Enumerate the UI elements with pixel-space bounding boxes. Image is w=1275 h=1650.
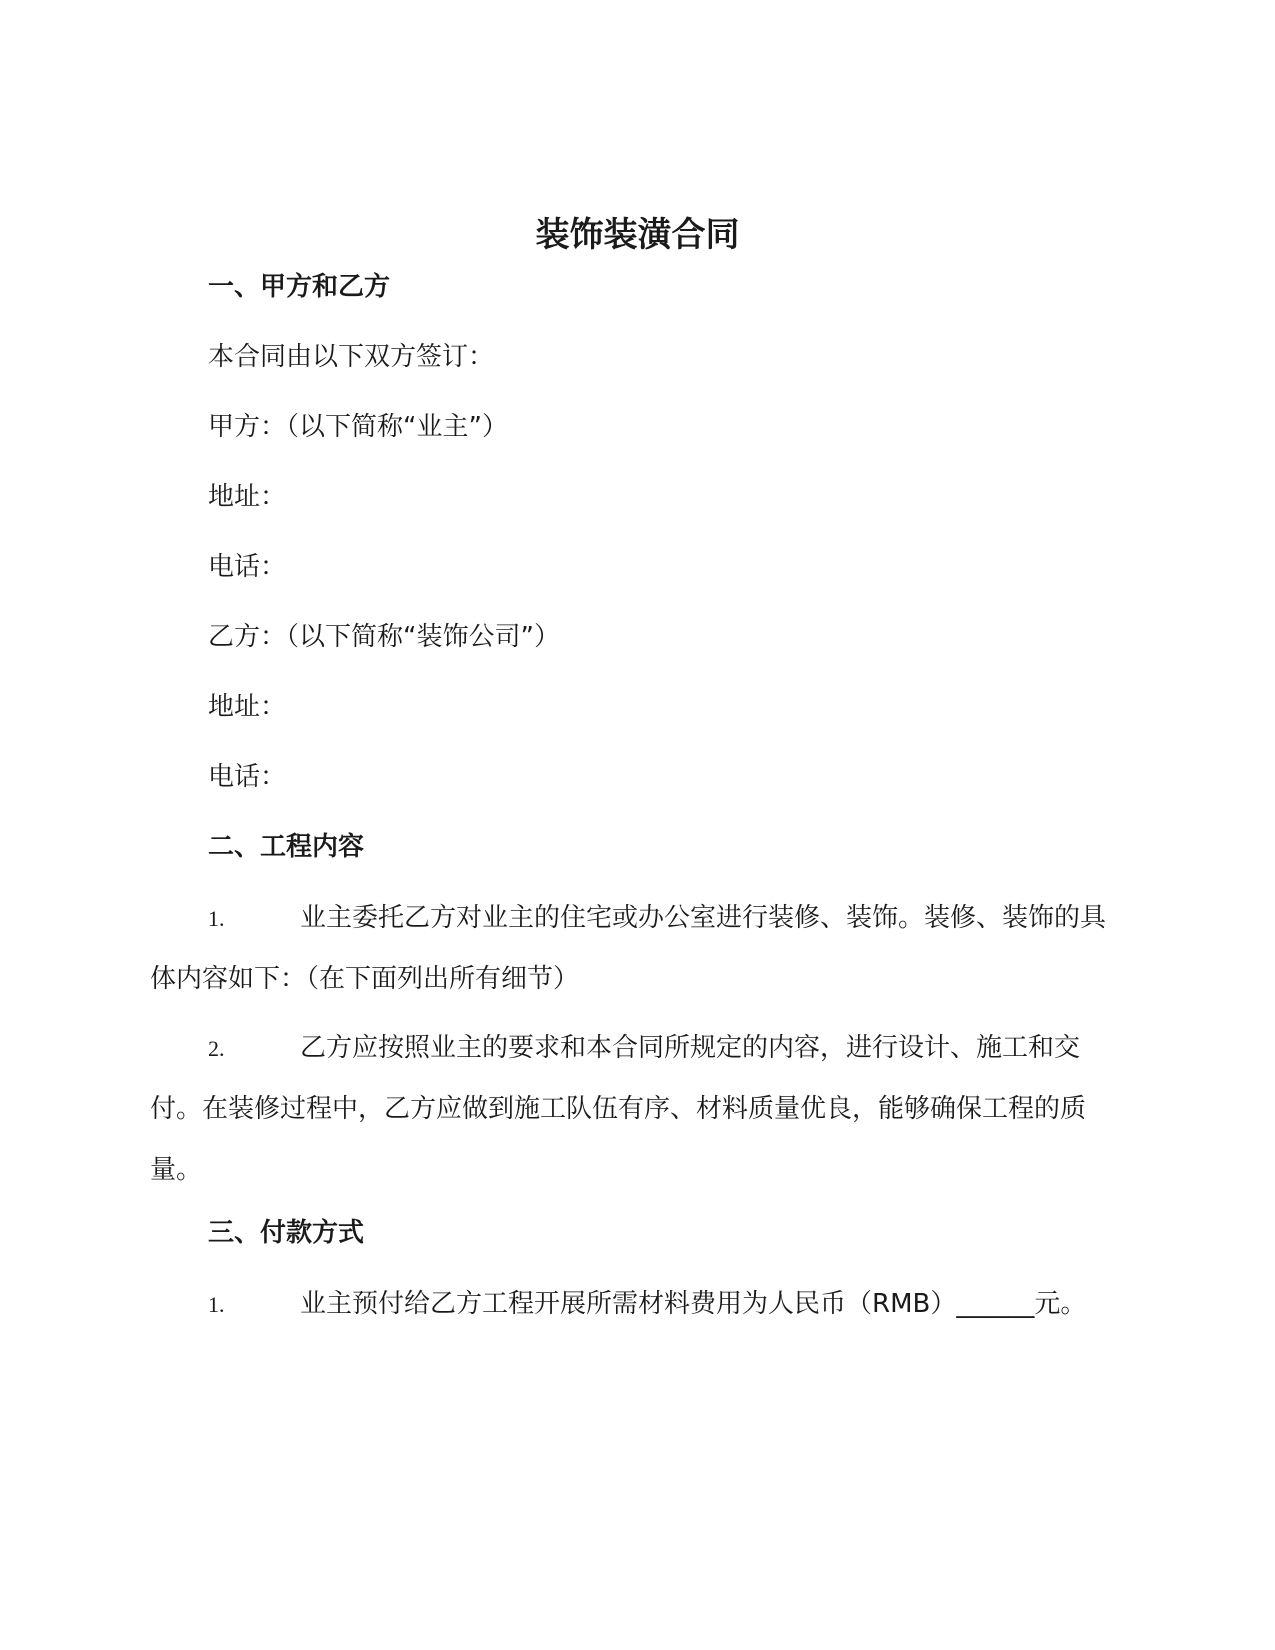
- party-a-line: 甲方：（以下简称“业主”）: [208, 412, 508, 442]
- payment-item-1: [150, 1274, 1116, 1335]
- work-content-item-1: [150, 888, 1116, 1010]
- item-number: 2.: [208, 1036, 225, 1061]
- party-b-phone-line: 电话：: [208, 762, 287, 792]
- work-content-item-2: [150, 1018, 1116, 1201]
- party-b-line: 乙方：（以下简称“装饰公司”）: [208, 622, 560, 652]
- item-text: 乙方应按照业主的要求和本合同所规定的内容，进行设计、施工和交付。在装修过程中，乙方应做到施工队伍有序、材料质量优良，能够确保工程的质量。: [150, 1033, 1087, 1185]
- party-a-phone-line: 电话：: [208, 552, 287, 582]
- intro-line: 本合同由以下双方签订：: [208, 342, 495, 372]
- party-b-address-line: 地址：: [208, 692, 287, 722]
- item-text: 业主预付给乙方工程开展所需材料费用为人民币（RMB）______元。: [300, 1289, 1087, 1319]
- item-number: 1.: [208, 906, 225, 931]
- section-heading-parties: 一、甲方和乙方: [208, 272, 391, 302]
- section-heading-payment: 三、付款方式: [208, 1218, 365, 1248]
- item-text: 业主委托乙方对业主的住宅或办公室进行装修、装饰。装修、装饰的具体内容如下：（在下面列出所有细节）: [150, 903, 1107, 994]
- item-number: 1.: [208, 1292, 225, 1317]
- section-heading-work-content: 二、工程内容: [208, 832, 365, 862]
- document-title: 装饰装潢合同: [535, 215, 740, 255]
- party-a-address-line: 地址：: [208, 482, 287, 512]
